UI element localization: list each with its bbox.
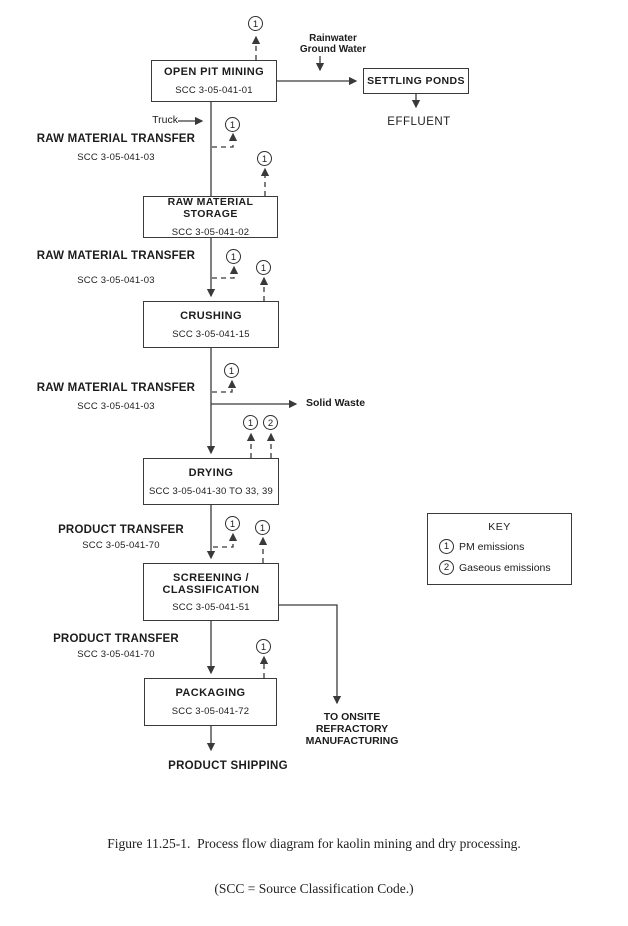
label-effluent: EFFLUENT <box>387 116 451 128</box>
legend-title: KEY <box>488 521 511 533</box>
caption-line1: Figure 11.25-1. Process flow diagram for kaolin mining and dry processing. <box>107 836 521 851</box>
line-screening-to-refractory <box>279 605 337 703</box>
dash-transfer3-pm-emission <box>212 381 232 392</box>
transfer-title: RAW MATERIAL TRANSFER <box>36 382 196 394</box>
label-product-shipping: PRODUCT SHIPPING <box>168 760 288 772</box>
dash-transfer2-pm-emission <box>212 267 234 278</box>
gaseous-emission-marker: 2 <box>263 415 278 430</box>
box-crushing <box>143 301 279 348</box>
pm-emission-marker: 1 <box>248 16 263 31</box>
pm-emission-marker: 1 <box>257 151 272 166</box>
box-title: SETTLING PONDS <box>367 75 465 87</box>
transfer-scc: SCC 3-05-041-03 <box>77 152 155 163</box>
dash-transfer4-pm-emission <box>213 534 233 547</box>
caption-line2: (SCC = Source Classification Code.) <box>214 881 414 896</box>
label-product-transfer-1 <box>33 524 209 551</box>
label-to-onsite-refractory <box>296 711 408 747</box>
label-solid-waste: Solid Waste <box>306 397 366 409</box>
box-title: OPEN PIT MINING <box>163 66 265 78</box>
box-screening-classification <box>143 563 279 621</box>
pm-emission-marker: 1 <box>439 539 454 554</box>
box-scc-code: SCC 3-05-041-30 TO 33, 39 <box>149 485 273 497</box>
label-truck: Truck <box>152 114 178 126</box>
pm-emission-marker: 1 <box>225 516 240 531</box>
label-raw-material-transfer-3 <box>28 382 204 412</box>
refractory-line2: REFRACTORY <box>315 723 389 735</box>
legend-label: Gaseous emissions <box>459 561 551 574</box>
pm-emission-marker: 1 <box>256 260 271 275</box>
box-open-pit-mining <box>151 60 277 102</box>
pm-emission-marker: 1 <box>256 639 271 654</box>
transfer-scc: SCC 3-05-041-70 <box>82 540 160 551</box>
transfer-title: PRODUCT TRANSFER <box>53 633 179 645</box>
box-title: DRYING <box>188 466 234 479</box>
dash-transfer1-pm-emission <box>212 134 233 147</box>
box-scc-code: SCC 3-05-041-15 <box>172 328 250 340</box>
label-raw-material-transfer-1 <box>28 133 204 163</box>
box-raw-material-storage <box>143 196 278 238</box>
legend-item-gaseous <box>428 560 571 575</box>
box-title-line1: SCREENING / <box>173 571 249 584</box>
box-packaging <box>144 678 277 726</box>
box-settling-ponds <box>363 68 469 94</box>
rainwater-line2: Ground Water <box>299 44 367 55</box>
transfer-scc: SCC 3-05-041-03 <box>77 275 155 286</box>
pm-emission-marker: 1 <box>224 363 239 378</box>
transfer-title: RAW MATERIAL TRANSFER <box>36 250 196 262</box>
label-raw-material-transfer-2 <box>28 250 204 286</box>
transfer-scc: SCC 3-05-041-03 <box>77 401 155 412</box>
box-scc-code: SCC 3-05-041-51 <box>172 601 250 613</box>
pm-emission-marker: 1 <box>243 415 258 430</box>
rainwater-line1: Rainwater <box>309 33 357 44</box>
legend-key-box <box>427 513 572 585</box>
box-title: RAW MATERIAL STORAGE <box>167 196 254 220</box>
refractory-line1: TO ONSITE <box>323 711 381 723</box>
transfer-scc: SCC 3-05-041-70 <box>77 649 155 660</box>
legend-label: PM emissions <box>459 540 525 553</box>
label-rainwater-groundwater <box>288 33 378 55</box>
refractory-line3: MANUFACTURING <box>305 735 399 747</box>
box-scc-code: SCC 3-05-041-72 <box>171 706 250 717</box>
box-title: CRUSHING <box>180 309 242 322</box>
transfer-title: RAW MATERIAL TRANSFER <box>36 133 196 145</box>
box-scc-code: SCC 3-05-041-01 <box>175 85 253 96</box>
label-product-transfer-2 <box>28 633 204 660</box>
legend-item-pm <box>428 539 571 554</box>
figure-caption <box>0 806 628 926</box>
box-drying <box>143 458 279 505</box>
transfer-title: PRODUCT TRANSFER <box>58 524 184 536</box>
pm-emission-marker: 1 <box>226 249 241 264</box>
box-title: PACKAGING <box>175 687 246 699</box>
pm-emission-marker: 1 <box>255 520 270 535</box>
box-scc-code: SCC 3-05-041-02 <box>171 227 250 238</box>
gaseous-emission-marker: 2 <box>439 560 454 575</box>
pm-emission-marker: 1 <box>225 117 240 132</box>
box-title-line2: CLASSIFICATION <box>162 583 260 596</box>
